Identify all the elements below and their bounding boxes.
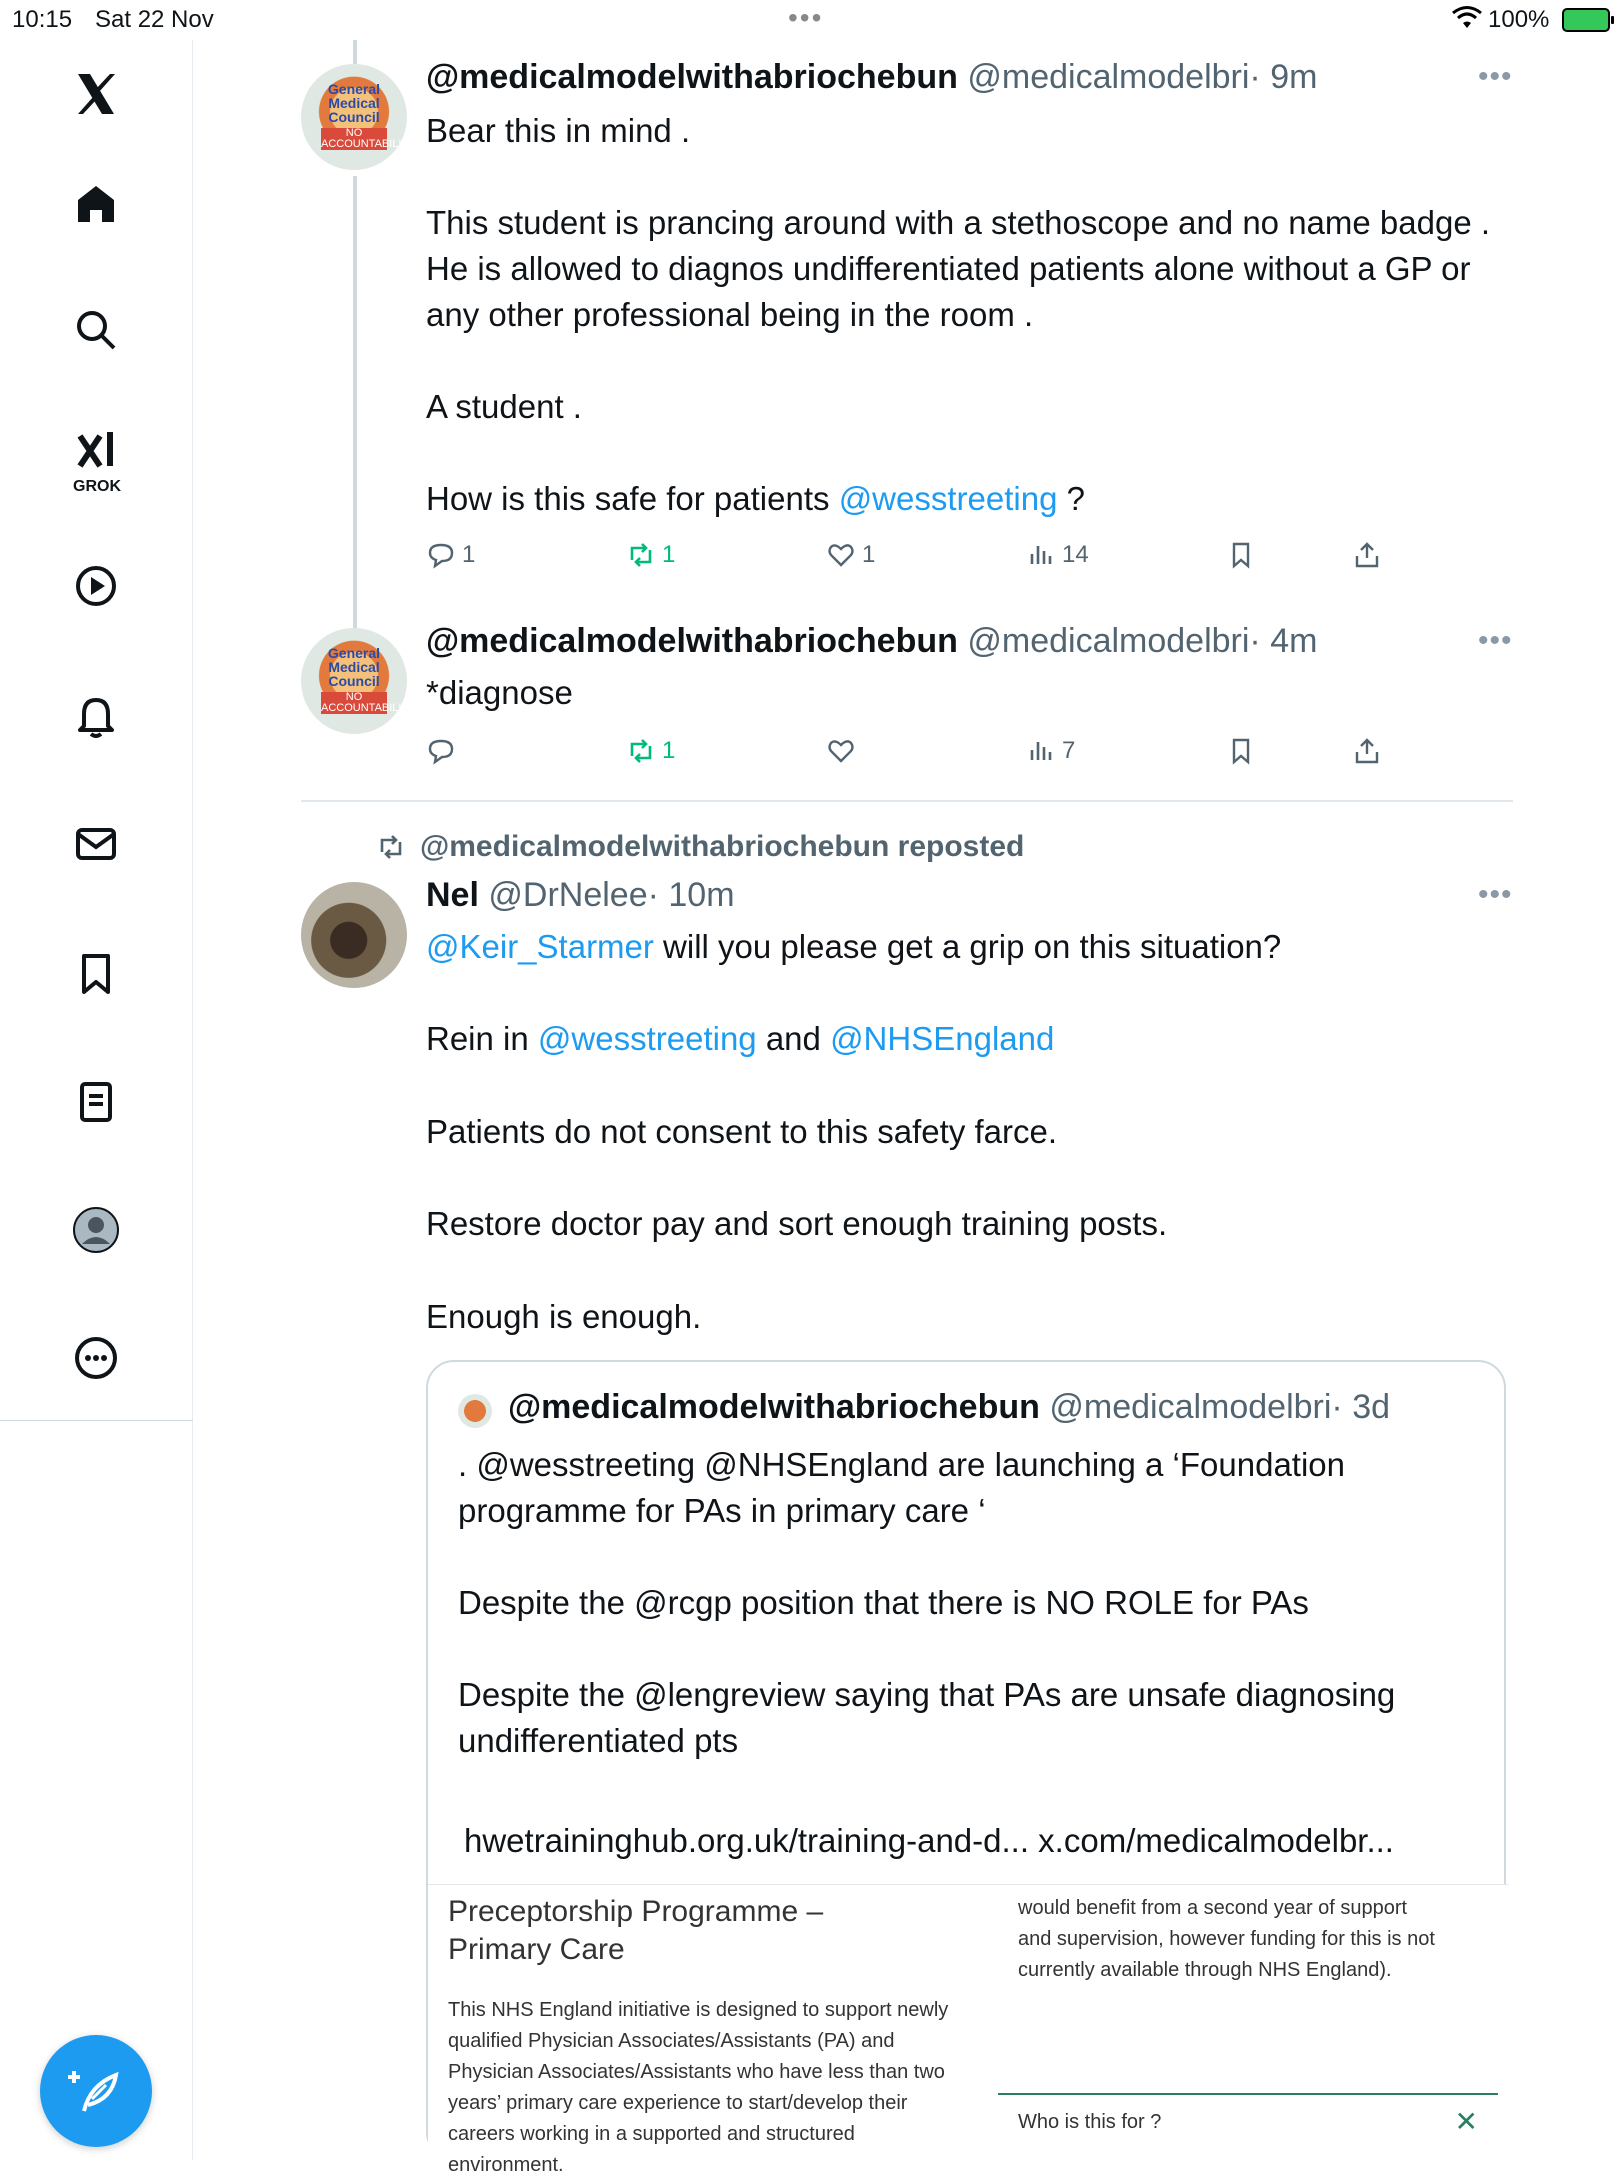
quoted-tweet-image[interactable]	[428, 1884, 1508, 2176]
timeline-feed	[193, 40, 1620, 2176]
lists-icon[interactable]	[66, 1072, 126, 1132]
repost-button[interactable]	[626, 540, 675, 570]
compose-button[interactable]	[40, 2035, 152, 2147]
video-icon[interactable]	[66, 556, 126, 616]
tweet-text	[426, 1016, 1526, 1062]
repost-button[interactable]	[626, 736, 675, 766]
tweet-separator	[301, 800, 1513, 802]
handle[interactable]: @DrNelee	[488, 876, 648, 914]
more-circle-icon[interactable]	[66, 1328, 126, 1388]
timestamp[interactable]: · 4m	[1249, 622, 1318, 660]
reply-button[interactable]	[426, 540, 475, 570]
mention-link[interactable]: @wesstreeting	[838, 480, 1058, 517]
more-options-icon[interactable]: •••	[1478, 878, 1513, 911]
accordion-label: Who is this for ?	[1018, 2111, 1162, 2133]
like-heart-icon	[826, 736, 856, 766]
tweet-text-line: Rein in	[426, 1020, 538, 1057]
repost-icon	[376, 832, 406, 862]
timestamp[interactable]: · 9m	[1249, 58, 1318, 96]
thread-connector	[353, 40, 357, 64]
grok-label: GROK	[73, 478, 121, 495]
status-time: 10:15	[12, 6, 73, 33]
tweet-header	[426, 876, 735, 915]
status-bar	[0, 0, 1620, 40]
reply-icon	[426, 540, 456, 570]
tweet-text-line: Patients do not consent to this safety farce.	[426, 1113, 1058, 1150]
display-name[interactable]: Nel	[426, 876, 479, 914]
timestamp: · 3d	[1331, 1388, 1391, 1426]
tweet-header	[508, 1388, 1390, 1427]
x-logo-icon[interactable]	[66, 64, 126, 124]
repost-count: 1	[662, 737, 676, 764]
reply-button[interactable]	[426, 736, 456, 766]
notifications-bell-icon[interactable]	[66, 686, 126, 746]
views-button[interactable]	[1026, 540, 1089, 570]
display-name: @medicalmodelwithabriochebun	[508, 1388, 1040, 1426]
image-accordion	[998, 2093, 1498, 2153]
tweet-text	[426, 924, 1526, 970]
tweet-text-line: will you please get a grip on this situation?	[653, 928, 1282, 965]
quoted-tweet[interactable]	[426, 1360, 1506, 2176]
home-icon[interactable]	[66, 174, 126, 234]
repost-count: 1	[662, 541, 676, 568]
sidebar-navigation	[0, 40, 193, 2160]
image-side-text: would benefit from a second year of support and supervision, however funding for this is not currently available through NHS England).	[1018, 1897, 1435, 1981]
bookmark-icon	[1226, 736, 1256, 766]
display-name[interactable]: @medicalmodelwithabriochebun	[426, 622, 958, 660]
battery-percentage: 100%	[1488, 6, 1550, 33]
repost-icon	[626, 736, 656, 766]
more-options-icon[interactable]: •••	[1478, 60, 1513, 93]
tweet-text-body: Bear this in mind . This student is prancing around with a stethoscope and no name badge . He is allowed to diagnos undifferentiated patients alone without a GP or any other professional being in the room . A student . How is this safe for patients	[426, 112, 1491, 517]
share-button[interactable]	[1352, 540, 1382, 570]
tweet-actions	[426, 736, 1506, 776]
handle: @medicalmodelbri	[1049, 1388, 1332, 1426]
grok-icon[interactable]	[66, 420, 126, 480]
tweet-text-line: and	[756, 1020, 831, 1057]
like-heart-icon	[826, 540, 856, 570]
views-button[interactable]	[1026, 736, 1075, 766]
bookmarks-icon[interactable]	[66, 944, 126, 1004]
quoted-tweet-text: . @wesstreeting @NHSEngland are launching a ‘Foundation programme for PAs in primary care ‘ Despite the @rcgp position that there is NO ROLE for PAs Despite the @lengreview saying that PAs are unsafe diagnosing undifferentiated pts	[458, 1446, 1396, 1759]
mention-link[interactable]: @NHSEngland	[830, 1020, 1055, 1057]
mention-link[interactable]: @Keir_Starmer	[426, 928, 654, 965]
avatar[interactable]	[301, 882, 407, 988]
tweet-actions	[426, 540, 1506, 580]
avatar-text: General Medical Council	[327, 645, 381, 689]
battery-icon	[1562, 8, 1610, 32]
reply-count: 1	[462, 541, 476, 568]
bookmark-button[interactable]	[1226, 736, 1256, 766]
status-date: Sat 22 Nov	[95, 6, 214, 33]
share-icon	[1352, 540, 1382, 570]
like-button[interactable]	[826, 540, 875, 570]
tweet-header	[426, 622, 1317, 661]
mention-link[interactable]: @wesstreeting	[537, 1020, 757, 1057]
timestamp[interactable]: · 10m	[647, 876, 735, 914]
avatar-text: General Medical Council	[327, 81, 381, 125]
multitasking-dots-icon[interactable]: •••	[788, 2, 824, 33]
tweet-text: *diagnose	[426, 674, 573, 711]
tweet-text-line: Restore doctor pay and sort enough training posts.	[426, 1205, 1168, 1242]
views-count: 7	[1062, 737, 1076, 764]
avatar	[458, 1394, 492, 1428]
messages-envelope-icon[interactable]	[66, 814, 126, 874]
share-button[interactable]	[1352, 736, 1382, 766]
compose-feather-icon	[66, 2061, 126, 2121]
views-chart-icon	[1026, 540, 1056, 570]
tweet-header	[426, 58, 1317, 97]
image-heading: Preceptorship Programme – Primary Care	[448, 1895, 824, 1966]
quoted-tweet-links[interactable]: hwetraininghub.org.uk/training-and-d... x.com/medicalmodelbr...	[464, 1822, 1394, 1859]
image-body-text: This NHS England initiative is designed to support newly qualified Physician Associates/Assistants (PA) and Physician Associates/Assistants who have less than two years’ primary care experience to start/develop their careers working in a supported and structured environment.	[448, 1999, 949, 2176]
like-count: 1	[862, 541, 876, 568]
views-chart-icon	[1026, 736, 1056, 766]
tweet-text	[426, 108, 1526, 522]
search-icon[interactable]	[66, 300, 126, 360]
tweet-text-line: Enough is enough.	[426, 1298, 702, 1335]
repost-indicator[interactable]	[376, 830, 1024, 864]
wifi-icon	[1452, 6, 1482, 37]
avatar[interactable]	[301, 628, 416, 734]
repost-icon	[626, 540, 656, 570]
avatar[interactable]	[301, 64, 416, 170]
more-options-icon[interactable]: •••	[1478, 624, 1513, 657]
profile-avatar-icon[interactable]	[66, 1200, 126, 1260]
avatar-banner: NO ACCOUNTABILITY	[321, 691, 416, 714]
display-name[interactable]: @medicalmodelwithabriochebun	[426, 58, 958, 96]
like-button[interactable]	[826, 736, 856, 766]
bookmark-icon	[1226, 540, 1256, 570]
bookmark-button[interactable]	[1226, 540, 1256, 570]
tweet-text-tail: ?	[1057, 480, 1085, 517]
thread-connector	[353, 176, 357, 666]
reply-icon	[426, 736, 456, 766]
repost-label: @medicalmodelwithabriochebun reposted	[420, 830, 1025, 863]
sidebar-divider	[0, 1420, 193, 1421]
views-count: 14	[1062, 541, 1089, 568]
share-icon	[1352, 736, 1382, 766]
avatar-banner: NO ACCOUNTABILITY	[321, 127, 416, 150]
handle[interactable]: @medicalmodelbri	[967, 58, 1250, 96]
handle[interactable]: @medicalmodelbri	[967, 622, 1250, 660]
close-icon: ✕	[1454, 2106, 1478, 2137]
